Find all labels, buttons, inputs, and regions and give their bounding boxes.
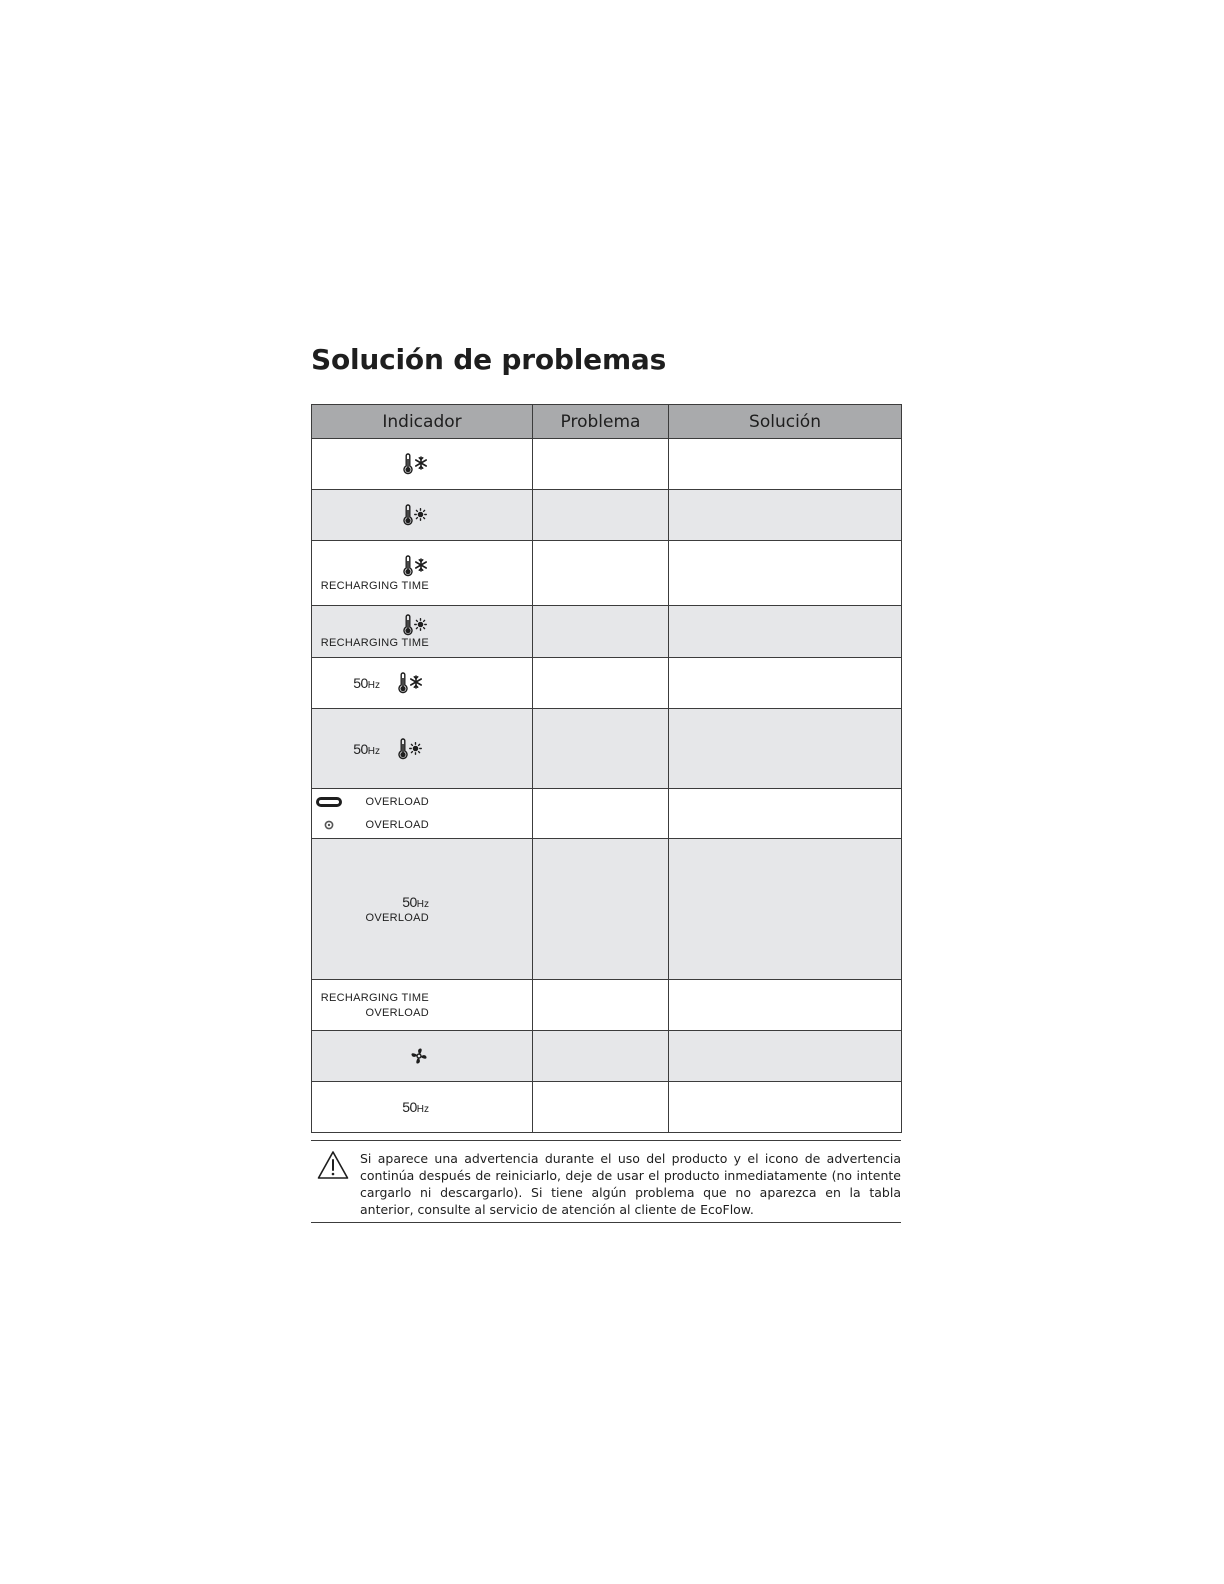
indicator-cell bbox=[312, 541, 533, 606]
indicator-cell bbox=[312, 709, 533, 789]
solution-cell bbox=[669, 439, 902, 490]
problem-cell bbox=[533, 980, 669, 1031]
indicator-cell bbox=[312, 789, 533, 839]
header-indicator: Indicador bbox=[312, 405, 533, 439]
problem-cell bbox=[533, 839, 669, 980]
overload-label: OVERLOAD bbox=[365, 819, 429, 831]
frequency-display: 50Hz bbox=[353, 740, 380, 757]
table-row bbox=[312, 541, 902, 606]
table-row bbox=[312, 1031, 902, 1082]
solution-cell bbox=[669, 709, 902, 789]
indicator-cell bbox=[312, 606, 533, 658]
troubleshooting-table bbox=[311, 404, 902, 1133]
table-row bbox=[312, 980, 902, 1031]
solution-cell bbox=[669, 1082, 902, 1133]
table-row bbox=[312, 709, 902, 789]
frequency-display: 50Hz bbox=[402, 1099, 429, 1115]
solution-cell bbox=[669, 658, 902, 709]
fan-icon bbox=[410, 1047, 428, 1065]
indicator-cell bbox=[312, 439, 533, 490]
thermometer-snowflake-icon bbox=[403, 555, 429, 577]
usb-c-port-icon bbox=[316, 797, 342, 807]
problem-cell bbox=[533, 789, 669, 839]
recharging-time-label: RECHARGING TIME bbox=[320, 991, 429, 1004]
solution-cell bbox=[669, 541, 902, 606]
table-row bbox=[312, 658, 902, 709]
overload-label: OVERLOAD bbox=[365, 912, 429, 924]
page-title: Solución de problemas bbox=[311, 343, 667, 376]
thermometer-sun-icon bbox=[403, 614, 429, 636]
problem-cell bbox=[533, 1082, 669, 1133]
problem-cell bbox=[533, 439, 669, 490]
thermometer-snowflake-icon bbox=[403, 453, 429, 475]
solution-cell bbox=[669, 606, 902, 658]
table-row bbox=[312, 839, 902, 980]
problem-cell bbox=[533, 541, 669, 606]
round-port-icon bbox=[324, 820, 334, 830]
thermometer-sun-icon bbox=[403, 504, 429, 526]
problem-cell bbox=[533, 658, 669, 709]
overload-label: OVERLOAD bbox=[365, 1006, 429, 1019]
table-row bbox=[312, 439, 902, 490]
table-row bbox=[312, 606, 902, 658]
frequency-display: 50Hz bbox=[353, 675, 380, 691]
frequency-display: 50Hz bbox=[402, 894, 429, 910]
problem-cell bbox=[533, 1031, 669, 1082]
indicator-cell bbox=[312, 1082, 533, 1133]
indicator-cell bbox=[312, 980, 533, 1031]
table-row bbox=[312, 490, 902, 541]
solution-cell bbox=[669, 490, 902, 541]
problem-cell bbox=[533, 709, 669, 789]
problem-cell bbox=[533, 490, 669, 541]
recharging-time-label: RECHARGING TIME bbox=[320, 579, 429, 592]
indicator-cell bbox=[312, 1031, 533, 1082]
indicator-cell bbox=[312, 839, 533, 980]
overload-label: OVERLOAD bbox=[365, 796, 429, 808]
header-solution: Solución bbox=[669, 405, 902, 439]
recharging-time-label: RECHARGING TIME bbox=[320, 637, 429, 649]
solution-cell bbox=[669, 1031, 902, 1082]
table-header-row bbox=[312, 405, 902, 439]
solution-cell bbox=[669, 839, 902, 980]
warning-triangle-icon bbox=[317, 1150, 349, 1180]
problem-cell bbox=[533, 606, 669, 658]
warning-text: Si aparece una advertencia durante el uso del producto y el icono de advertencia continúa después de reiniciarlo, deje de usar el producto inmediatamente (no intente cargarlo ni descargarlo). Si tiene algún problema que no aparezca en la tabla anterior, consulte al servicio de atención al cliente de EcoFlow. bbox=[360, 1151, 901, 1217]
solution-cell bbox=[669, 789, 902, 839]
header-problem: Problema bbox=[533, 405, 669, 439]
thermometer-snowflake-icon bbox=[398, 672, 424, 694]
table-row bbox=[312, 1082, 902, 1133]
table-row bbox=[312, 789, 902, 839]
warning-note bbox=[311, 1140, 901, 1223]
solution-cell bbox=[669, 980, 902, 1031]
thermometer-sun-icon bbox=[398, 738, 424, 760]
indicator-cell bbox=[312, 658, 533, 709]
indicator-cell bbox=[312, 490, 533, 541]
